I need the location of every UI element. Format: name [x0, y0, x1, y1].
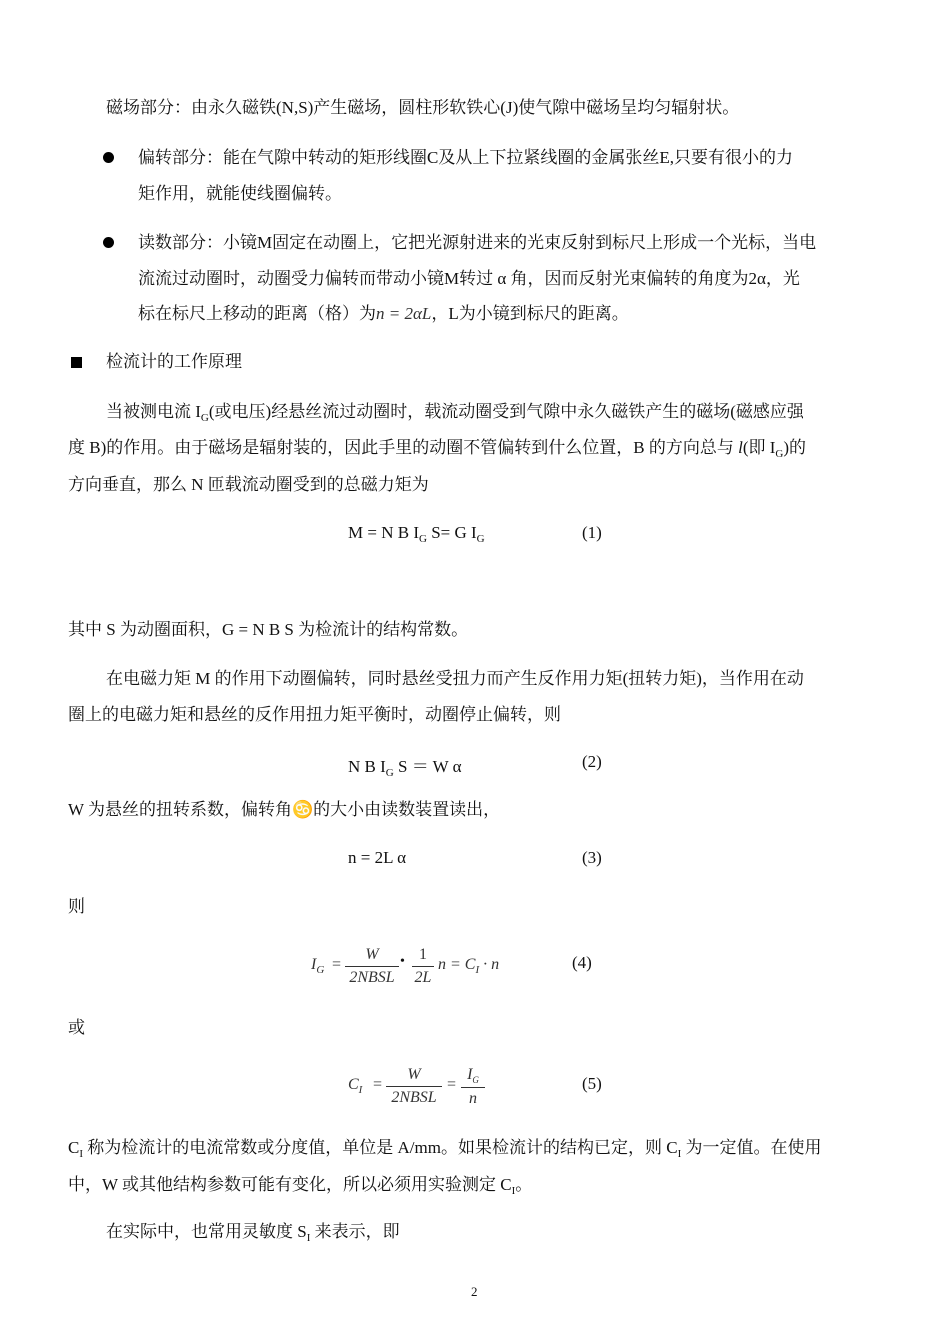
deflection-line-1: 偏转部分：能在气隙中转动的矩形线圈C及从上下拉紧线圈的金属张丝E,只要有很小的力	[138, 148, 793, 167]
eq5-equals-1: =	[373, 1076, 383, 1093]
equation-3: n = 2L α	[348, 848, 406, 867]
then-word: 则	[68, 897, 85, 916]
eq4-fraction-2: 1 2L	[412, 945, 434, 988]
square-bullet-icon	[71, 357, 82, 368]
paragraph-5-line-1: $C_I$ 称为检流计的电流常数或分度值，单位是 A/mm。如果检流计的结构已定，则 $C_I$ 为一定值。在使用	[68, 1138, 822, 1160]
reading-line-1: 读数部分：小镜M固定在动圈上，它把光源射进来的光束反射到标尺上形成一个光标，当电	[138, 233, 817, 252]
equation-1: M = N B $I_G$ S= G $I_G$	[348, 523, 485, 545]
reading-line-2: 流流过动圈时，动圈受力偏转而带动小镜M转过 α 角，因而反射光束偏转的角度为2α，光	[138, 269, 800, 288]
eq4-lhs: $I_G$	[311, 956, 325, 976]
paragraph-6: 在实际中，也常用灵敏度 $S_I$ 来表示，即	[106, 1222, 400, 1244]
paragraph-2: 其中 S 为动圈面积，G = N B S 为检流计的结构常数。	[68, 620, 469, 639]
paragraph-3-line-1: 在电磁力矩 M 的作用下动圈偏转，同时悬丝受扭力而产生反作用力矩(扭转力矩)，当作用在动	[106, 669, 804, 688]
section-heading: 检流计的工作原理	[106, 352, 242, 371]
page-number: 2	[471, 1284, 478, 1299]
equation-number-5: (5)	[582, 1074, 602, 1093]
paragraph-1-line-1: 当被测电流 $I_G$(或电压)经悬丝流过动圈时，载流动圈受到气隙中永久磁铁产生的磁场(磁感应强	[106, 402, 804, 424]
paragraph-1-line-3: 方向垂直，那么 N 匝载流动圈受到的总磁力矩为	[68, 475, 429, 494]
inline-formula: n = 2αL	[376, 304, 432, 323]
eq5-fraction-1: W 2NBSL	[386, 1065, 442, 1108]
reading-line-3: 标在标尺上移动的距离（格）为n = 2αL，L为小镜到标尺的距离。	[138, 304, 629, 323]
eq4-rhs: $n = C_I \cdot n$	[438, 956, 500, 976]
equation-number-1: (1)	[582, 523, 602, 542]
eq4-equals: =	[332, 956, 342, 973]
paragraph-4: W 为悬丝的扭转系数，偏转角♋的大小由读数装置读出，	[68, 800, 501, 819]
paragraph-5-line-2: 中，W 或其他结构参数可能有变化，所以必须用实验测定 $C_I$。	[68, 1175, 533, 1197]
bullet-dot-icon	[103, 237, 114, 248]
magnetic-field-line: 磁场部分：由永久磁铁(N,S)产生磁场，圆柱形软铁心(J)使气隙中磁场呈均匀辐射状。	[106, 98, 740, 117]
paragraph-3-line-2: 圈上的电磁力矩和悬丝的反作用扭力矩平衡时，动圈停止偏转，则	[68, 705, 561, 724]
or-word: 或	[68, 1018, 85, 1037]
equation-2: N B $I_G$ S ＝ W α	[348, 757, 462, 779]
eq5-equals-2: =	[447, 1076, 457, 1093]
eq4-dot: •	[400, 954, 405, 969]
eq5-fraction-2: $I_G$ n	[461, 1065, 485, 1109]
eq4-fraction-1: W 2NBSL	[345, 945, 399, 988]
equation-number-4: (4)	[572, 953, 592, 972]
bullet-dot-icon	[103, 152, 114, 163]
equation-number-2: (2)	[582, 752, 602, 771]
deflection-line-2: 矩作用，就能使线圈偏转。	[138, 184, 342, 203]
equation-number-3: (3)	[582, 848, 602, 867]
paragraph-1-line-2: 度 B)的作用。由于磁场是辐射装的，因此手里的动圈不管偏转到什么位置，B 的方向总与 l(即 $I_G$)的	[68, 438, 807, 460]
eq5-lhs: $C_I$	[348, 1076, 363, 1096]
